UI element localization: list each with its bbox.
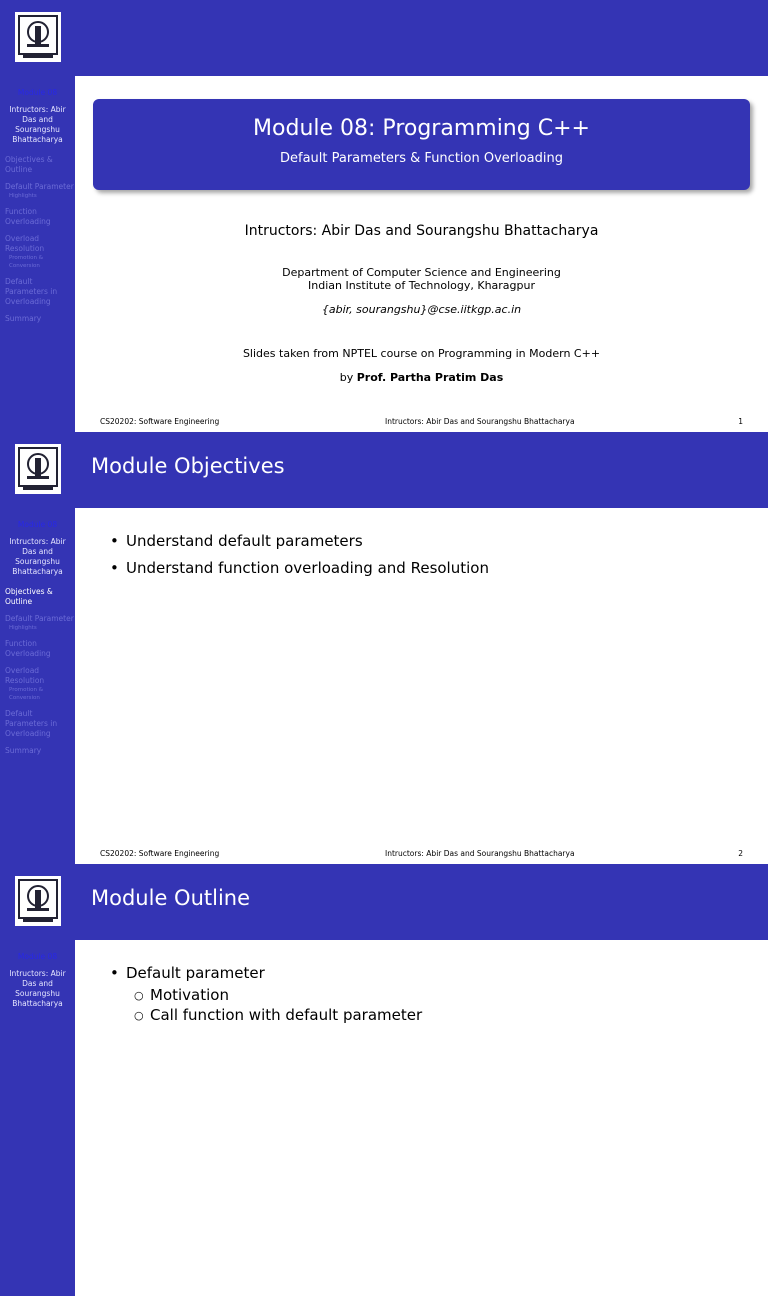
- slide-3: [0, 864, 768, 1296]
- footer-course: CS20202: Software Engineering: [100, 849, 220, 858]
- authors: Intructors: Abir Das and Sourangshu Bhattacharya: [244, 223, 599, 239]
- nav-instructors[interactable]: Intructors: Abir Das and Sourangshu Bhattacharya: [9, 969, 66, 1008]
- nav-module[interactable]: Module 08: [17, 520, 58, 529]
- frame-title: Module Outline: [91, 886, 251, 910]
- nav-highlights[interactable]: Highlights: [9, 193, 37, 199]
- slide-subtitle: Default Parameters & Function Overloading: [279, 151, 564, 166]
- sub-list-item: ○ Motivation: [126, 986, 422, 1004]
- nav-default-parameter[interactable]: Default Parameter: [5, 614, 74, 623]
- nav-module[interactable]: Module 08: [17, 952, 58, 961]
- objectives-list: [110, 532, 489, 586]
- nav-function-overloading[interactable]: Function Overloading: [5, 639, 51, 658]
- nav-summary[interactable]: Summary: [5, 314, 42, 323]
- nav-promotion[interactable]: Promotion & Conversion: [9, 687, 44, 701]
- nav-summary[interactable]: Summary: [5, 746, 42, 755]
- title-box: [93, 99, 750, 190]
- nav-objectives[interactable]: Objectives & Outline: [5, 587, 53, 606]
- nav-highlights[interactable]: Highlights: [9, 625, 37, 631]
- footer-course: CS20202: Software Engineering: [100, 417, 220, 426]
- institute: Indian Institute of Technology, Kharagpur: [308, 279, 535, 292]
- footer: [75, 417, 768, 431]
- by-label: by: [339, 371, 354, 384]
- slide-2: [0, 432, 768, 864]
- list-item: • Understand default parameters: [110, 532, 489, 550]
- sidebar: [0, 864, 75, 1296]
- sidebar-nav: [0, 520, 75, 756]
- nav-objectives[interactable]: Objectives & Outline: [5, 155, 53, 174]
- page-number: 2: [738, 849, 743, 858]
- outline-list: [110, 964, 422, 1033]
- nav-default-parameter[interactable]: Default Parameter: [5, 182, 74, 191]
- list-item: [110, 964, 422, 1024]
- list-item-label: Default parameter: [126, 964, 265, 982]
- sidebar-nav: [0, 952, 75, 1009]
- source-note: Slides taken from NPTEL course on Programming in Modern C++: [242, 347, 601, 360]
- email: {abir, sourangshu}@cse.iitkgp.ac.in: [321, 303, 522, 316]
- footer: [75, 849, 768, 863]
- header-bar: [75, 432, 768, 508]
- slide-title: Module 08: Programming C++: [253, 116, 590, 141]
- frame-title: Module Objectives: [91, 454, 285, 478]
- nav-default-in-overloading[interactable]: Default Parameters in Overloading: [5, 709, 58, 738]
- nav-default-in-overloading[interactable]: Default Parameters in Overloading: [5, 277, 58, 306]
- sub-list-item: ○ Call function with default parameter: [126, 1006, 422, 1024]
- byline: [75, 371, 768, 384]
- nav-overload-resolution[interactable]: Overload Resolution: [5, 234, 45, 253]
- nav-promotion[interactable]: Promotion & Conversion: [9, 255, 44, 269]
- nav-overload-resolution[interactable]: Overload Resolution: [5, 666, 45, 685]
- nav-instructors[interactable]: Intructors: Abir Das and Sourangshu Bhattacharya: [9, 105, 66, 144]
- header-bar: [75, 0, 768, 76]
- footer-instructors: Intructors: Abir Das and Sourangshu Bhattacharya: [385, 849, 575, 858]
- nav-instructors[interactable]: Intructors: Abir Das and Sourangshu Bhattacharya: [9, 537, 66, 576]
- nav-module[interactable]: Module 08: [17, 88, 58, 97]
- professor-name: Prof. Partha Pratim Das: [356, 371, 504, 384]
- iit-logo: [15, 12, 61, 62]
- department: Department of Computer Science and Engineering: [282, 266, 561, 279]
- slide-1: [0, 0, 768, 432]
- sidebar-nav: [0, 88, 75, 324]
- iit-logo: [15, 876, 61, 926]
- sidebar: [0, 432, 75, 864]
- iit-logo: [15, 444, 61, 494]
- nav-function-overloading[interactable]: Function Overloading: [5, 207, 51, 226]
- footer-instructors: Intructors: Abir Das and Sourangshu Bhattacharya: [385, 417, 575, 426]
- header-bar: [75, 864, 768, 940]
- sidebar: [0, 0, 75, 432]
- page-number: 1: [738, 417, 743, 426]
- sub-list: [126, 986, 422, 1024]
- list-item: • Understand function overloading and Resolution: [110, 559, 489, 577]
